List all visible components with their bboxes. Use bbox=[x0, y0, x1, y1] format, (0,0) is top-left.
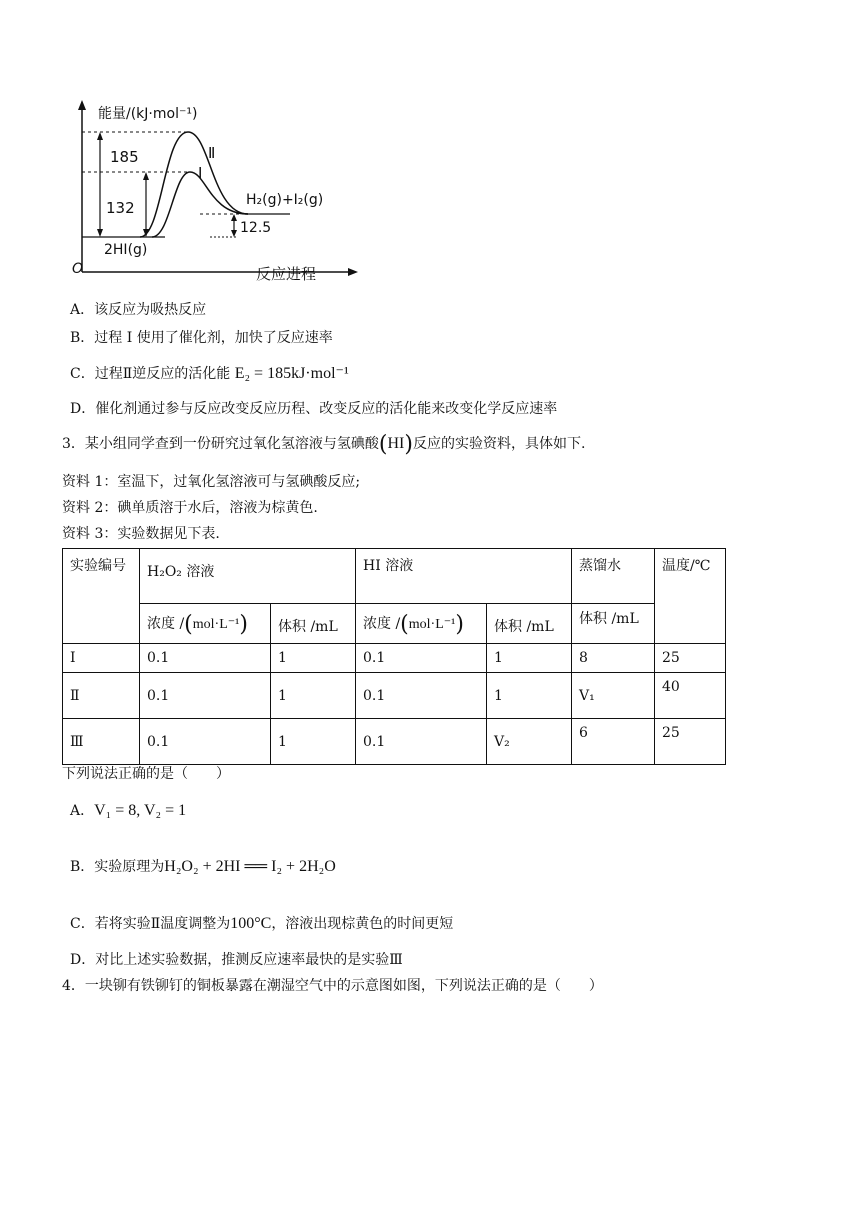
origin-label: O bbox=[72, 261, 84, 277]
header-h2o2-conc-label: 浓度 / bbox=[147, 616, 185, 632]
cell-temp: 25 bbox=[655, 719, 726, 765]
q3-option-a bbox=[70, 801, 186, 821]
header-hi-vol: 体积 /mL bbox=[487, 604, 572, 644]
header-water: 蒸馏水 bbox=[572, 549, 655, 604]
header-hi-conc: 浓度 /(mol·L⁻¹) bbox=[356, 604, 487, 644]
cell-water-vol: V₁ bbox=[572, 673, 655, 719]
q3-stem-suffix: 反应的实验资料，具体如下. bbox=[412, 436, 586, 452]
q3-option-a-label: A． bbox=[70, 803, 95, 819]
cell-water-vol: 6 bbox=[572, 719, 655, 765]
experiment-table bbox=[62, 548, 726, 765]
q3-stem: 3．某小组同学查到一份研究过氧化氢溶液与氢碘酸(HI)反应的实验资料，具体如下. bbox=[62, 432, 586, 457]
q2-option-b: B．过程 I 使用了催化剂，加快了反应速率 bbox=[70, 330, 333, 346]
q2-option-c bbox=[70, 364, 349, 384]
table-row bbox=[63, 719, 726, 765]
cell-id: Ⅰ bbox=[63, 644, 140, 673]
cell-hi-vol: 1 bbox=[487, 644, 572, 673]
q3-question: 下列说法正确的是（ ） bbox=[62, 766, 230, 782]
q3-ref-2: 资料 2：碘单质溶于水后，溶液为棕黄色. bbox=[62, 500, 318, 516]
y-axis-arrow bbox=[78, 100, 86, 110]
header-hi: HI 溶液 bbox=[356, 549, 572, 604]
cell-id: Ⅱ bbox=[63, 673, 140, 719]
ea-I-value: 132 bbox=[106, 199, 135, 217]
cell-h2o2-vol: 1 bbox=[271, 719, 356, 765]
dh-arrow-bottom bbox=[231, 230, 237, 237]
table-row bbox=[63, 673, 726, 719]
ea-II-arrow-bottom bbox=[97, 229, 103, 237]
cell-h2o2-conc: 0.1 bbox=[140, 673, 271, 719]
ea-I-arrow-top bbox=[143, 172, 149, 180]
header-temp: 温度/℃ bbox=[655, 549, 726, 644]
q3-option-b-label: B．实验原理为 bbox=[70, 859, 165, 875]
y-axis-label: 能量/(kJ·mol⁻¹) bbox=[98, 106, 198, 122]
q3-ref-1: 资料 1：室温下，过氧化氢溶液可与氢碘酸反应; bbox=[62, 474, 361, 490]
cell-hi-conc: 0.1 bbox=[356, 719, 487, 765]
ea-II-value: 185 bbox=[110, 148, 139, 166]
ea-II-arrow-top bbox=[97, 132, 103, 140]
header-h2o2-conc: 浓度 /(mol·L⁻¹) bbox=[140, 604, 271, 644]
cell-hi-vol: V₂ bbox=[487, 719, 572, 765]
curve-II-label: Ⅱ bbox=[208, 144, 216, 162]
q3-ref-3: 资料 3：实验数据见下表. bbox=[62, 526, 220, 542]
q2-option-a: A．该反应为吸热反应 bbox=[70, 302, 207, 318]
q3-option-b-formula: H₂O₂ + 2HI ══ I₂ + 2H₂O bbox=[164, 858, 336, 875]
header-h2o2-conc-unit: mol·L⁻¹ bbox=[192, 617, 240, 632]
cell-h2o2-conc: 0.1 bbox=[140, 719, 271, 765]
curve-II bbox=[140, 132, 248, 237]
q3-option-c-label: C．若将实验Ⅱ温度调整为 bbox=[70, 916, 231, 932]
header-hi-conc-unit: mol·L⁻¹ bbox=[408, 617, 456, 632]
q3-stem-hi: HI bbox=[387, 435, 405, 452]
cell-h2o2-vol: 1 bbox=[271, 673, 356, 719]
q2-option-c-text: C．过程Ⅱ逆反应的活化能 bbox=[70, 366, 235, 382]
q4-stem: 4．一块铆有铁铆钉的铜板暴露在潮湿空气中的示意图如图，下列说法正确的是（ ） bbox=[62, 978, 603, 994]
product-label: H₂(g)+I₂(g) bbox=[246, 192, 324, 208]
cell-h2o2-conc: 0.1 bbox=[140, 644, 271, 673]
header-exp-no: 实验编号 bbox=[63, 549, 140, 644]
q3-stem-prefix: 3．某小组同学查到一份研究过氧化氢溶液与氢碘酸 bbox=[62, 436, 379, 452]
cell-temp: 25 bbox=[655, 644, 726, 673]
q3-option-c-formula: 100°C bbox=[230, 915, 272, 932]
header-h2o2: H₂O₂ 溶液 bbox=[140, 549, 356, 604]
cell-hi-vol: 1 bbox=[487, 673, 572, 719]
x-axis-label: 反应进程 bbox=[256, 265, 317, 283]
x-axis-arrow bbox=[348, 268, 358, 276]
header-water-vol: 体积 /mL bbox=[572, 604, 655, 644]
cell-hi-conc: 0.1 bbox=[356, 673, 487, 719]
dh-arrow-top bbox=[231, 214, 237, 221]
q3-option-d: D．对比上述实验数据，推测反应速率最快的是实验Ⅲ bbox=[70, 952, 403, 968]
header-h2o2-vol: 体积 /mL bbox=[271, 604, 356, 644]
dh-value: 12.5 bbox=[240, 220, 272, 236]
header-hi-conc-label: 浓度 / bbox=[363, 616, 401, 632]
cell-h2o2-vol: 1 bbox=[271, 644, 356, 673]
cell-water-vol: 8 bbox=[572, 644, 655, 673]
q3-option-a-formula: V₁ = 8, V₂ = 1 bbox=[94, 802, 187, 819]
reactant-label: 2HI(g) bbox=[104, 242, 148, 258]
energy-diagram bbox=[60, 96, 360, 288]
q2-option-d: D．催化剂通过参与反应改变反应历程、改变反应的活化能来改变化学反应速率 bbox=[70, 401, 558, 417]
q2-option-c-formula: E₂ = 185kJ·mol⁻¹ bbox=[234, 365, 349, 382]
q3-option-c-suffix: ，溶液出现棕黄色的时间更短 bbox=[271, 916, 454, 932]
cell-temp: 40 bbox=[655, 673, 726, 719]
cell-hi-conc: 0.1 bbox=[356, 644, 487, 673]
table-row bbox=[63, 644, 726, 673]
curve-I-label: I bbox=[198, 164, 203, 182]
q3-option-c bbox=[70, 914, 453, 934]
cell-id: Ⅲ bbox=[63, 719, 140, 765]
q3-option-b bbox=[70, 857, 336, 877]
